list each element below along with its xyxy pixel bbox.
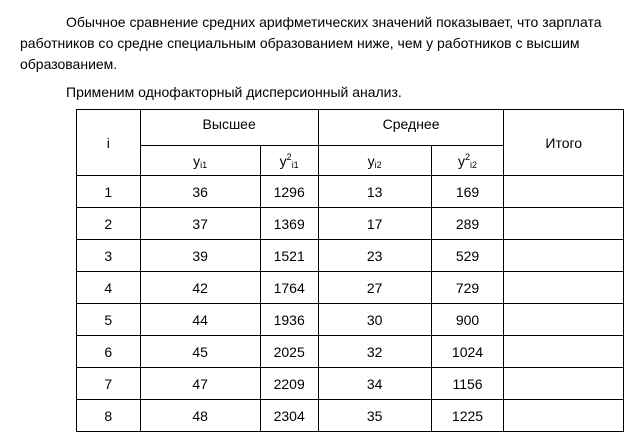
cell-y2-i2: 529 <box>431 240 504 272</box>
cell-i: 3 <box>77 240 141 272</box>
subheader-yi2: $y_{i2}$ <box>318 146 431 176</box>
cell-y-i2: 27 <box>318 272 431 304</box>
header-total: Итого <box>504 110 624 176</box>
subheader-y2i1: $y^2_{i1}$ <box>260 146 318 176</box>
cell-y2-i1: 1764 <box>260 272 318 304</box>
cell-y-i1: 45 <box>140 336 260 368</box>
cell-y2-i1: 2209 <box>260 368 318 400</box>
table-row <box>77 208 624 240</box>
cell-y2-i1: 1936 <box>260 304 318 336</box>
cell-y-i1: 44 <box>140 304 260 336</box>
cell-y-i2: 13 <box>318 176 431 208</box>
table-row <box>77 240 624 272</box>
cell-y2-i1: 1521 <box>260 240 318 272</box>
cell-y2-i1: 1296 <box>260 176 318 208</box>
table-row <box>77 304 624 336</box>
table-row <box>77 368 624 400</box>
cell-total <box>504 272 624 304</box>
cell-y-i1: 36 <box>140 176 260 208</box>
header-i: i <box>77 110 141 176</box>
cell-y2-i1: 1369 <box>260 208 318 240</box>
cell-y2-i2: 169 <box>431 176 504 208</box>
cell-i: 1 <box>77 176 141 208</box>
cell-i: 4 <box>77 272 141 304</box>
cell-y2-i2: 1024 <box>431 336 504 368</box>
header-secondary: Среднее <box>318 110 504 146</box>
cell-y-i2: 30 <box>318 304 431 336</box>
cell-y-i2: 35 <box>318 400 431 432</box>
subheader-y2i2: $y^2_{i2}$ <box>431 146 504 176</box>
cell-total <box>504 368 624 400</box>
cell-y-i1: 37 <box>140 208 260 240</box>
intro-paragraph: Обычное сравнение средних арифметических значений показывает, что зарплата работников со средне специальным образованием ниже, чем у работников с высшим образованием. <box>20 14 602 72</box>
cell-y-i2: 23 <box>318 240 431 272</box>
cell-i: 8 <box>77 400 141 432</box>
cell-total <box>504 304 624 336</box>
cell-i: 5 <box>77 304 141 336</box>
cell-y-i2: 34 <box>318 368 431 400</box>
cell-y2-i2: 900 <box>431 304 504 336</box>
cell-y2-i2: 729 <box>431 272 504 304</box>
header-higher: Высшее <box>140 110 318 146</box>
table-row <box>77 336 624 368</box>
data-table <box>76 109 624 432</box>
subheader-yi1: $y_{i1}$ <box>140 146 260 176</box>
cell-y2-i1: 2025 <box>260 336 318 368</box>
cell-y-i1: 48 <box>140 400 260 432</box>
cell-total <box>504 400 624 432</box>
cell-y2-i2: 289 <box>431 208 504 240</box>
cell-y-i1: 39 <box>140 240 260 272</box>
cell-total <box>504 240 624 272</box>
cell-y-i2: 32 <box>318 336 431 368</box>
cell-total <box>504 176 624 208</box>
cell-total <box>504 336 624 368</box>
cell-y-i1: 42 <box>140 272 260 304</box>
cell-y-i1: 47 <box>140 368 260 400</box>
cell-i: 2 <box>77 208 141 240</box>
cell-y2-i2: 1156 <box>431 368 504 400</box>
cell-y2-i2: 1225 <box>431 400 504 432</box>
cell-total <box>504 208 624 240</box>
cell-y-i2: 17 <box>318 208 431 240</box>
cell-i: 7 <box>77 368 141 400</box>
cell-y2-i1: 2304 <box>260 400 318 432</box>
table-row <box>77 176 624 208</box>
table-row <box>77 272 624 304</box>
method-paragraph: Применим однофакторный дисперсионный анализ. <box>66 84 402 100</box>
table-row <box>77 400 624 432</box>
cell-i: 6 <box>77 336 141 368</box>
